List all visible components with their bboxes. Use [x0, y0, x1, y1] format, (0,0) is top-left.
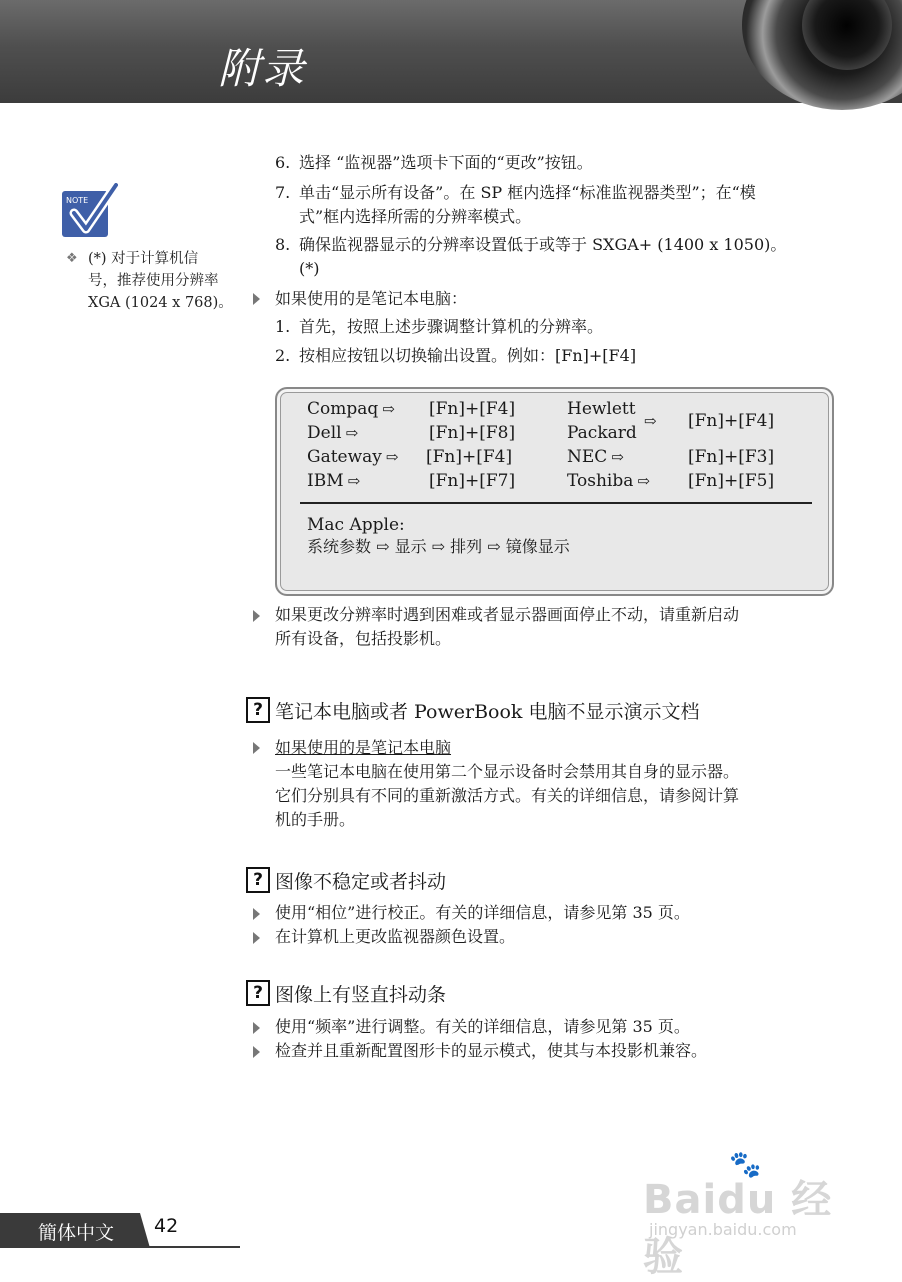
- step-number: 7.: [275, 183, 291, 202]
- question-icon: ?: [246, 867, 270, 893]
- footer-language: 簡体中文: [38, 1222, 115, 1244]
- hotkey-keys: [Fn]+[F5]: [688, 471, 775, 491]
- hotkey-brand: Gateway ⇨: [307, 447, 399, 467]
- section-bullet: 使用“相位”进行校正。有关的详细信息，请参见第 35 页。: [275, 903, 690, 922]
- step-text: 确保监视器显示的分辨率设置低于或等于 SXGA+ (1400 x 1050)。: [299, 235, 787, 254]
- step-2: [275, 344, 637, 368]
- section-bullet: 检查并且重新配置图形卡的显示模式，使其与本投影机兼容。: [275, 1041, 708, 1060]
- step-text: 按相应按钮以切换输出设置。例如：[Fn]+[F4]: [299, 346, 637, 365]
- section-body-line: 机的手册。: [275, 810, 356, 829]
- arrow-right-icon: ⇨: [345, 424, 359, 442]
- hotkey-brand: NEC ⇨: [567, 447, 624, 467]
- note-line: XGA (1024 x 768)。: [88, 295, 233, 311]
- question-icon: ?: [246, 980, 270, 1006]
- page-header: [0, 0, 902, 103]
- svg-text:NOTE: NOTE: [66, 196, 89, 205]
- hotkey-keys: [Fn]+[F8]: [429, 423, 516, 443]
- hotkey-divider: [300, 502, 812, 504]
- bullet-triangle-icon: [253, 742, 260, 754]
- mac-title: Mac Apple:: [307, 515, 405, 535]
- bullet-triangle-icon: [253, 1046, 260, 1058]
- note-line: 号，推荐使用分辨率: [88, 273, 219, 289]
- step-text: 首先，按照上述步骤调整计算机的分辨率。: [299, 317, 604, 336]
- arrow-right-icon: ⇨: [644, 412, 657, 430]
- section-body-line: 一些笔记本电脑在使用第二个显示设备时会禁用其自身的显示器。: [275, 762, 740, 781]
- note-bullet-icon: ❖: [66, 251, 78, 266]
- section-bullet: 使用“频率”进行调整。有关的详细信息，请参见第 35 页。: [275, 1017, 690, 1036]
- step-7-cont: 式”框内选择所需的分辨率模式。: [299, 207, 532, 226]
- bullet-triangle-icon: [253, 932, 260, 944]
- watermark-url: jingyan.baidu.com: [649, 1220, 797, 1239]
- bullet-triangle-icon: [253, 908, 260, 920]
- hotkey-brand: Dell ⇨: [307, 423, 359, 443]
- footer-rule: [0, 1246, 240, 1248]
- step-6: [275, 151, 593, 175]
- section-bullet-title: 如果使用的是笔记本电脑: [275, 738, 452, 757]
- step-1: [275, 315, 604, 339]
- step-8-cont: (*): [299, 259, 320, 278]
- watermark-text: Baidu 经验: [643, 1177, 833, 1280]
- step-8: [275, 233, 787, 257]
- side-note: [66, 248, 246, 314]
- arrow-right-icon: ⇨: [611, 448, 624, 466]
- hotkey-brand: Hewlett: [567, 399, 636, 419]
- hotkey-keys: [Fn]+[F4]: [426, 447, 513, 467]
- hotkey-brand: Compaq ⇨: [307, 399, 395, 419]
- step-text: 选择 “监视器”选项卡下面的“更改”按钮。: [299, 153, 593, 172]
- page-number: 42: [154, 1215, 179, 1237]
- section-heading: 笔记本电脑或者 PowerBook 电脑不显示演示文档: [275, 701, 700, 723]
- bullet-triangle-icon: [253, 1022, 260, 1034]
- notebook-intro: 如果使用的是笔记本电脑：: [275, 289, 468, 308]
- section-bullet: 在计算机上更改监视器颜色设置。: [275, 927, 516, 946]
- question-icon: ?: [246, 697, 270, 723]
- section-body-line: 它们分别具有不同的重新激活方式。有关的详细信息，请参阅计算: [275, 786, 740, 805]
- step-text: 单击“显示所有设备”。在 SP 框内选择“标准监视器类型”；在“模: [299, 183, 756, 202]
- hotkey-keys: [Fn]+[F3]: [688, 447, 775, 467]
- arrow-right-icon: ⇨: [347, 472, 361, 490]
- page-title: 附录: [218, 44, 307, 93]
- step-number: 6.: [275, 153, 291, 172]
- mac-path: 系统参数 ⇨ 显示 ⇨ 排列 ⇨ 镜像显示: [307, 537, 570, 556]
- baidu-watermark: [643, 1150, 853, 1280]
- note-check-icon: [60, 183, 118, 241]
- section-heading: 图像不稳定或者抖动: [275, 871, 447, 893]
- section-heading: 图像上有竖直抖动条: [275, 984, 447, 1006]
- paw-icon: 🐾: [729, 1150, 762, 1180]
- hotkey-brand: Packard: [567, 423, 637, 443]
- hotkey-keys: [Fn]+[F7]: [429, 471, 516, 491]
- step-7: [275, 181, 756, 205]
- step-number: 2.: [275, 346, 291, 365]
- hotkey-keys: [Fn]+[F4]: [688, 411, 775, 431]
- arrow-right-icon: ⇨: [637, 472, 650, 490]
- arrow-right-icon: ⇨: [385, 448, 399, 466]
- restart-note-line: 所有设备，包括投影机。: [275, 629, 452, 648]
- step-number: 1.: [275, 317, 291, 336]
- note-line: (*) 对于计算机信: [88, 251, 199, 267]
- bullet-triangle-icon: [253, 610, 260, 622]
- hotkey-brand: Toshiba ⇨: [567, 471, 650, 491]
- hotkey-brand: IBM ⇨: [307, 471, 361, 491]
- restart-note-line: 如果更改分辨率时遇到困难或者显示器画面停止不动，请重新启动: [275, 605, 740, 624]
- step-number: 8.: [275, 235, 291, 254]
- arrow-right-icon: ⇨: [382, 400, 395, 418]
- hotkey-keys: [Fn]+[F4]: [429, 399, 516, 419]
- bullet-triangle-icon: [253, 293, 260, 305]
